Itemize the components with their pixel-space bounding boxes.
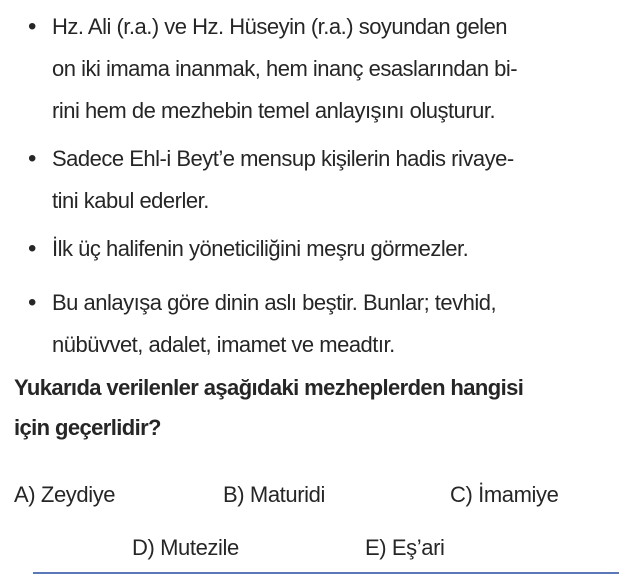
option-b: B) Maturidi — [223, 482, 325, 507]
bullet-text — [52, 6, 613, 132]
bullet-item — [28, 6, 613, 132]
bottom-divider-line — [33, 572, 619, 574]
bullet-line: İlk üç halifenin yöneticiliğini meşru görmezler. — [52, 236, 469, 261]
bullet-icon: • — [28, 289, 37, 316]
bullet-line: Hz. Ali (r.a.) ve Hz. Hüseyin (r.a.) soyundan gelen — [52, 14, 508, 39]
bullet-icon: • — [28, 13, 37, 40]
option-e: E) Eş’ari — [365, 535, 445, 560]
bullet-line: tini kabul ederler. — [52, 188, 209, 213]
question-line: için geçerlidir? — [14, 415, 161, 440]
bullet-text — [52, 138, 613, 222]
bullet-line: Bu anlayışa göre dinin aslı beştir. Bunlar; tevhid, — [52, 290, 497, 315]
question-line: Yukarıda verilenler aşağıdaki mezheplerden hangisi — [14, 375, 524, 400]
question-text — [14, 368, 523, 448]
bullet-item — [28, 282, 613, 366]
option-a: A) Zeydiye — [14, 482, 116, 507]
bullet-line: rini hem de mezhebin temel anlayışını oluşturur. — [52, 98, 496, 123]
bullet-list — [28, 6, 613, 372]
bullet-item — [28, 138, 613, 222]
bullet-text — [52, 228, 613, 270]
bullet-text — [52, 282, 613, 366]
bullet-line: nübüvvet, adalet, imamet ve meadtır. — [52, 332, 395, 357]
option-c: C) İmamiye — [450, 482, 559, 507]
bullet-item — [28, 228, 613, 270]
bullet-line: Sadece Ehl-i Beyt’e mensup kişilerin hadis rivaye- — [52, 146, 514, 171]
bullet-line: on iki imama inanmak, hem inanç esaslarından bi- — [52, 56, 518, 81]
bullet-icon: • — [28, 145, 37, 172]
option-d: D) Mutezile — [132, 535, 239, 560]
bullet-icon: • — [28, 235, 37, 262]
